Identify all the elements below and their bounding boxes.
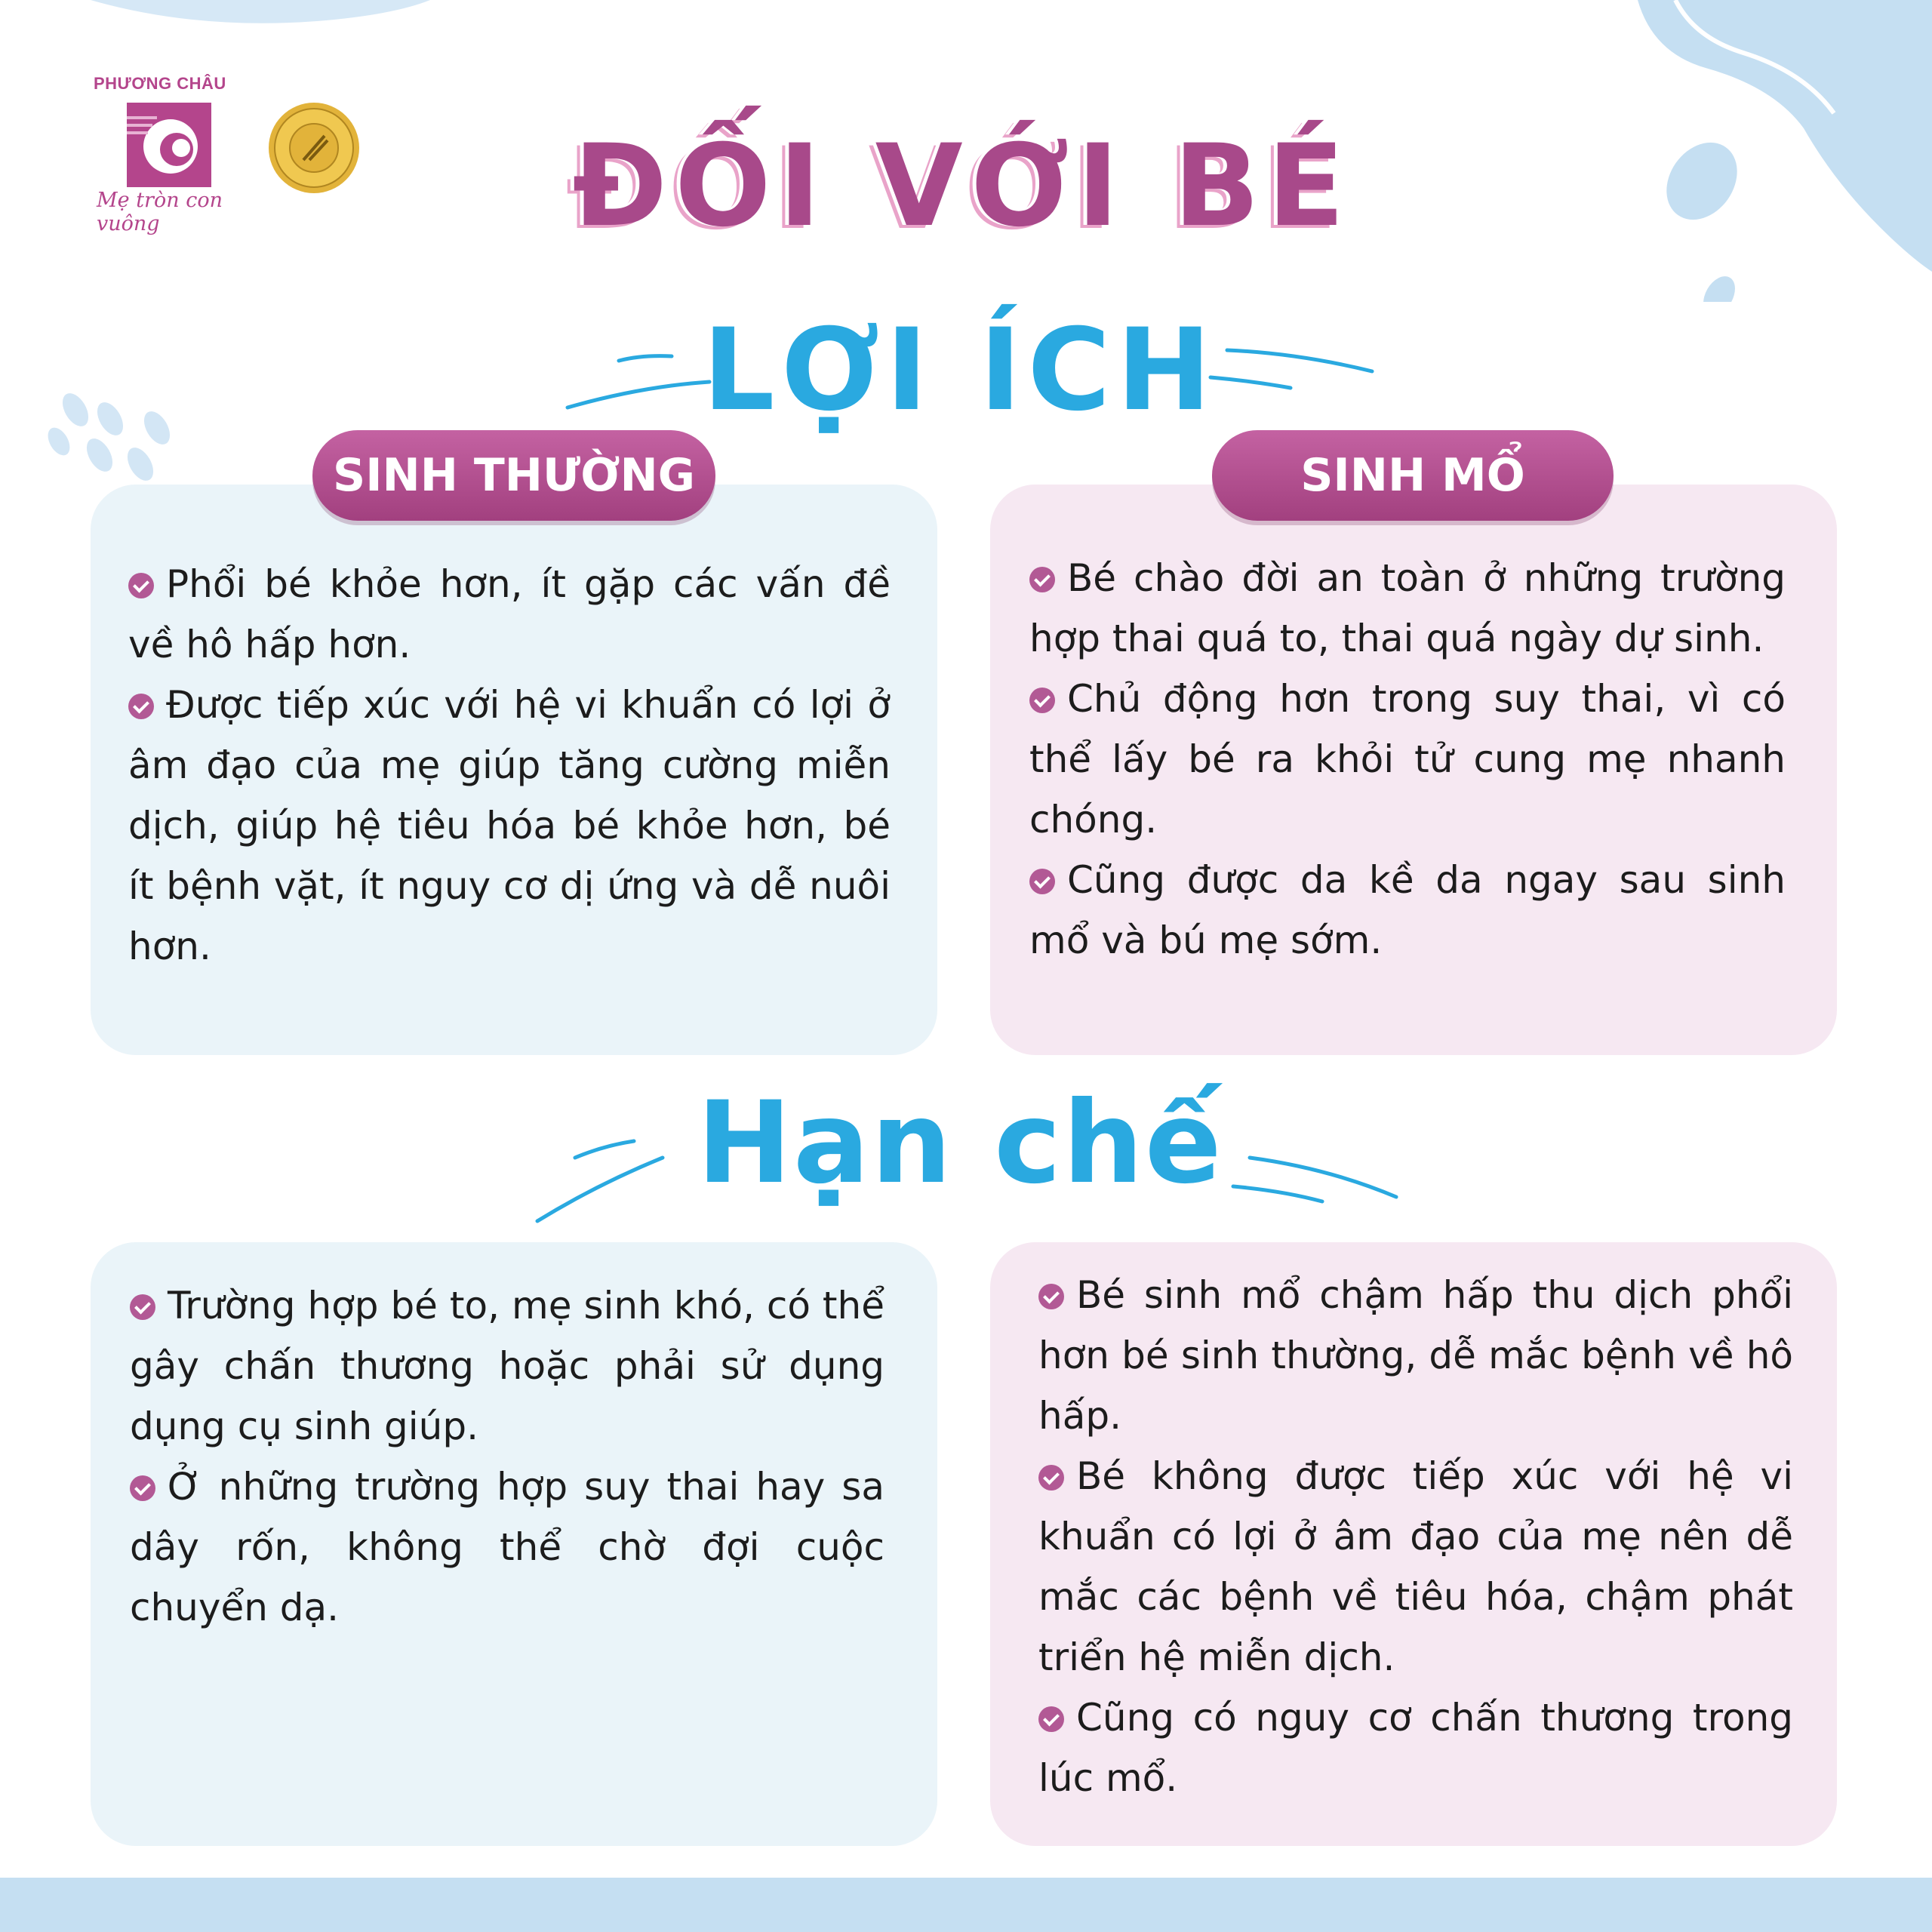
check-circle-icon: [130, 1475, 155, 1501]
page-title: ĐỐI VỚI BÉ: [572, 121, 1352, 252]
benefits-cesarean-list: [1029, 548, 1786, 971]
check-circle-icon: [1029, 688, 1055, 713]
list-item: Phổi bé khỏe hơn, ít gặp các vấn đề về hô hấp hơn.: [128, 562, 891, 666]
check-circle-icon: [1029, 567, 1055, 592]
list-item: Trường hợp bé to, mẹ sinh khó, có thể gây chấn thương hoặc phải sử dụng dụng cụ sinh giúp.: [130, 1284, 884, 1448]
list-item: Bé không được tiếp xúc với hệ vi khuẩn có lợi ở âm đạo của mẹ nên dễ mắc các bệnh về tiêu hóa, chậm phát triển hệ miễn dịch.: [1038, 1454, 1793, 1679]
limits-right-swoosh-decoration: [1223, 1146, 1404, 1214]
list-item: Chủ động hơn trong suy thai, vì có thể lấy bé ra khỏi tử cung mẹ nhanh chóng.: [1029, 677, 1786, 841]
brand-name: PHƯƠNG CHÂU: [94, 74, 226, 93]
normal-birth-label: SINH THƯỜNG: [312, 430, 715, 521]
top-left-wave-decoration: [0, 0, 453, 45]
list-item: Cũng có nguy cơ chấn thương trong lúc mổ.: [1038, 1696, 1793, 1800]
limits-normal-list: [130, 1275, 884, 1638]
list-item: Cũng được da kề da ngay sau sinh mổ và bú mẹ sớm.: [1029, 858, 1786, 962]
list-item: Bé chào đời an toàn ở những trường hợp thai quá to, thai quá ngày dự sinh.: [1029, 556, 1786, 660]
brand-tagline: Mẹ tròn con vuông: [97, 189, 223, 235]
list-item: Được tiếp xúc với hệ vi khuẩn có lợi ở âm đạo của mẹ giúp tăng cường miễn dịch, giúp hệ tiêu hóa bé khỏe hơn, bé ít bệnh vặt, ít nguy cơ dị ứng và dễ nuôi hơn.: [128, 683, 891, 968]
check-circle-icon: [128, 694, 154, 719]
check-circle-icon: [130, 1294, 155, 1320]
benefits-normal-list: [128, 554, 891, 977]
list-item: Bé sinh mổ chậm hấp thu dịch phổi hơn bé sinh thường, dễ mắc bệnh về hô hấp.: [1038, 1273, 1793, 1438]
benefits-heading: LỢI ÍCH: [702, 305, 1218, 436]
bottom-stripe-decoration: [0, 1878, 1932, 1932]
check-circle-icon: [1038, 1284, 1064, 1309]
limits-cesarean-list: [1038, 1265, 1793, 1808]
cesarean-label: SINH MỔ: [1212, 430, 1614, 521]
list-item: Ở những trường hợp suy thai hay sa dây rốn, không thể chờ đợi cuộc chuyển dạ.: [130, 1465, 884, 1629]
limits-heading: Hạn chế: [697, 1078, 1223, 1209]
benefits-left-swoosh-decoration: [558, 347, 724, 415]
check-circle-icon: [1038, 1465, 1064, 1491]
check-circle-icon: [128, 573, 154, 598]
limits-left-swoosh-decoration: [528, 1132, 679, 1230]
check-circle-icon: [1038, 1706, 1064, 1732]
check-circle-icon: [1029, 869, 1055, 894]
benefits-right-swoosh-decoration: [1200, 340, 1381, 400]
